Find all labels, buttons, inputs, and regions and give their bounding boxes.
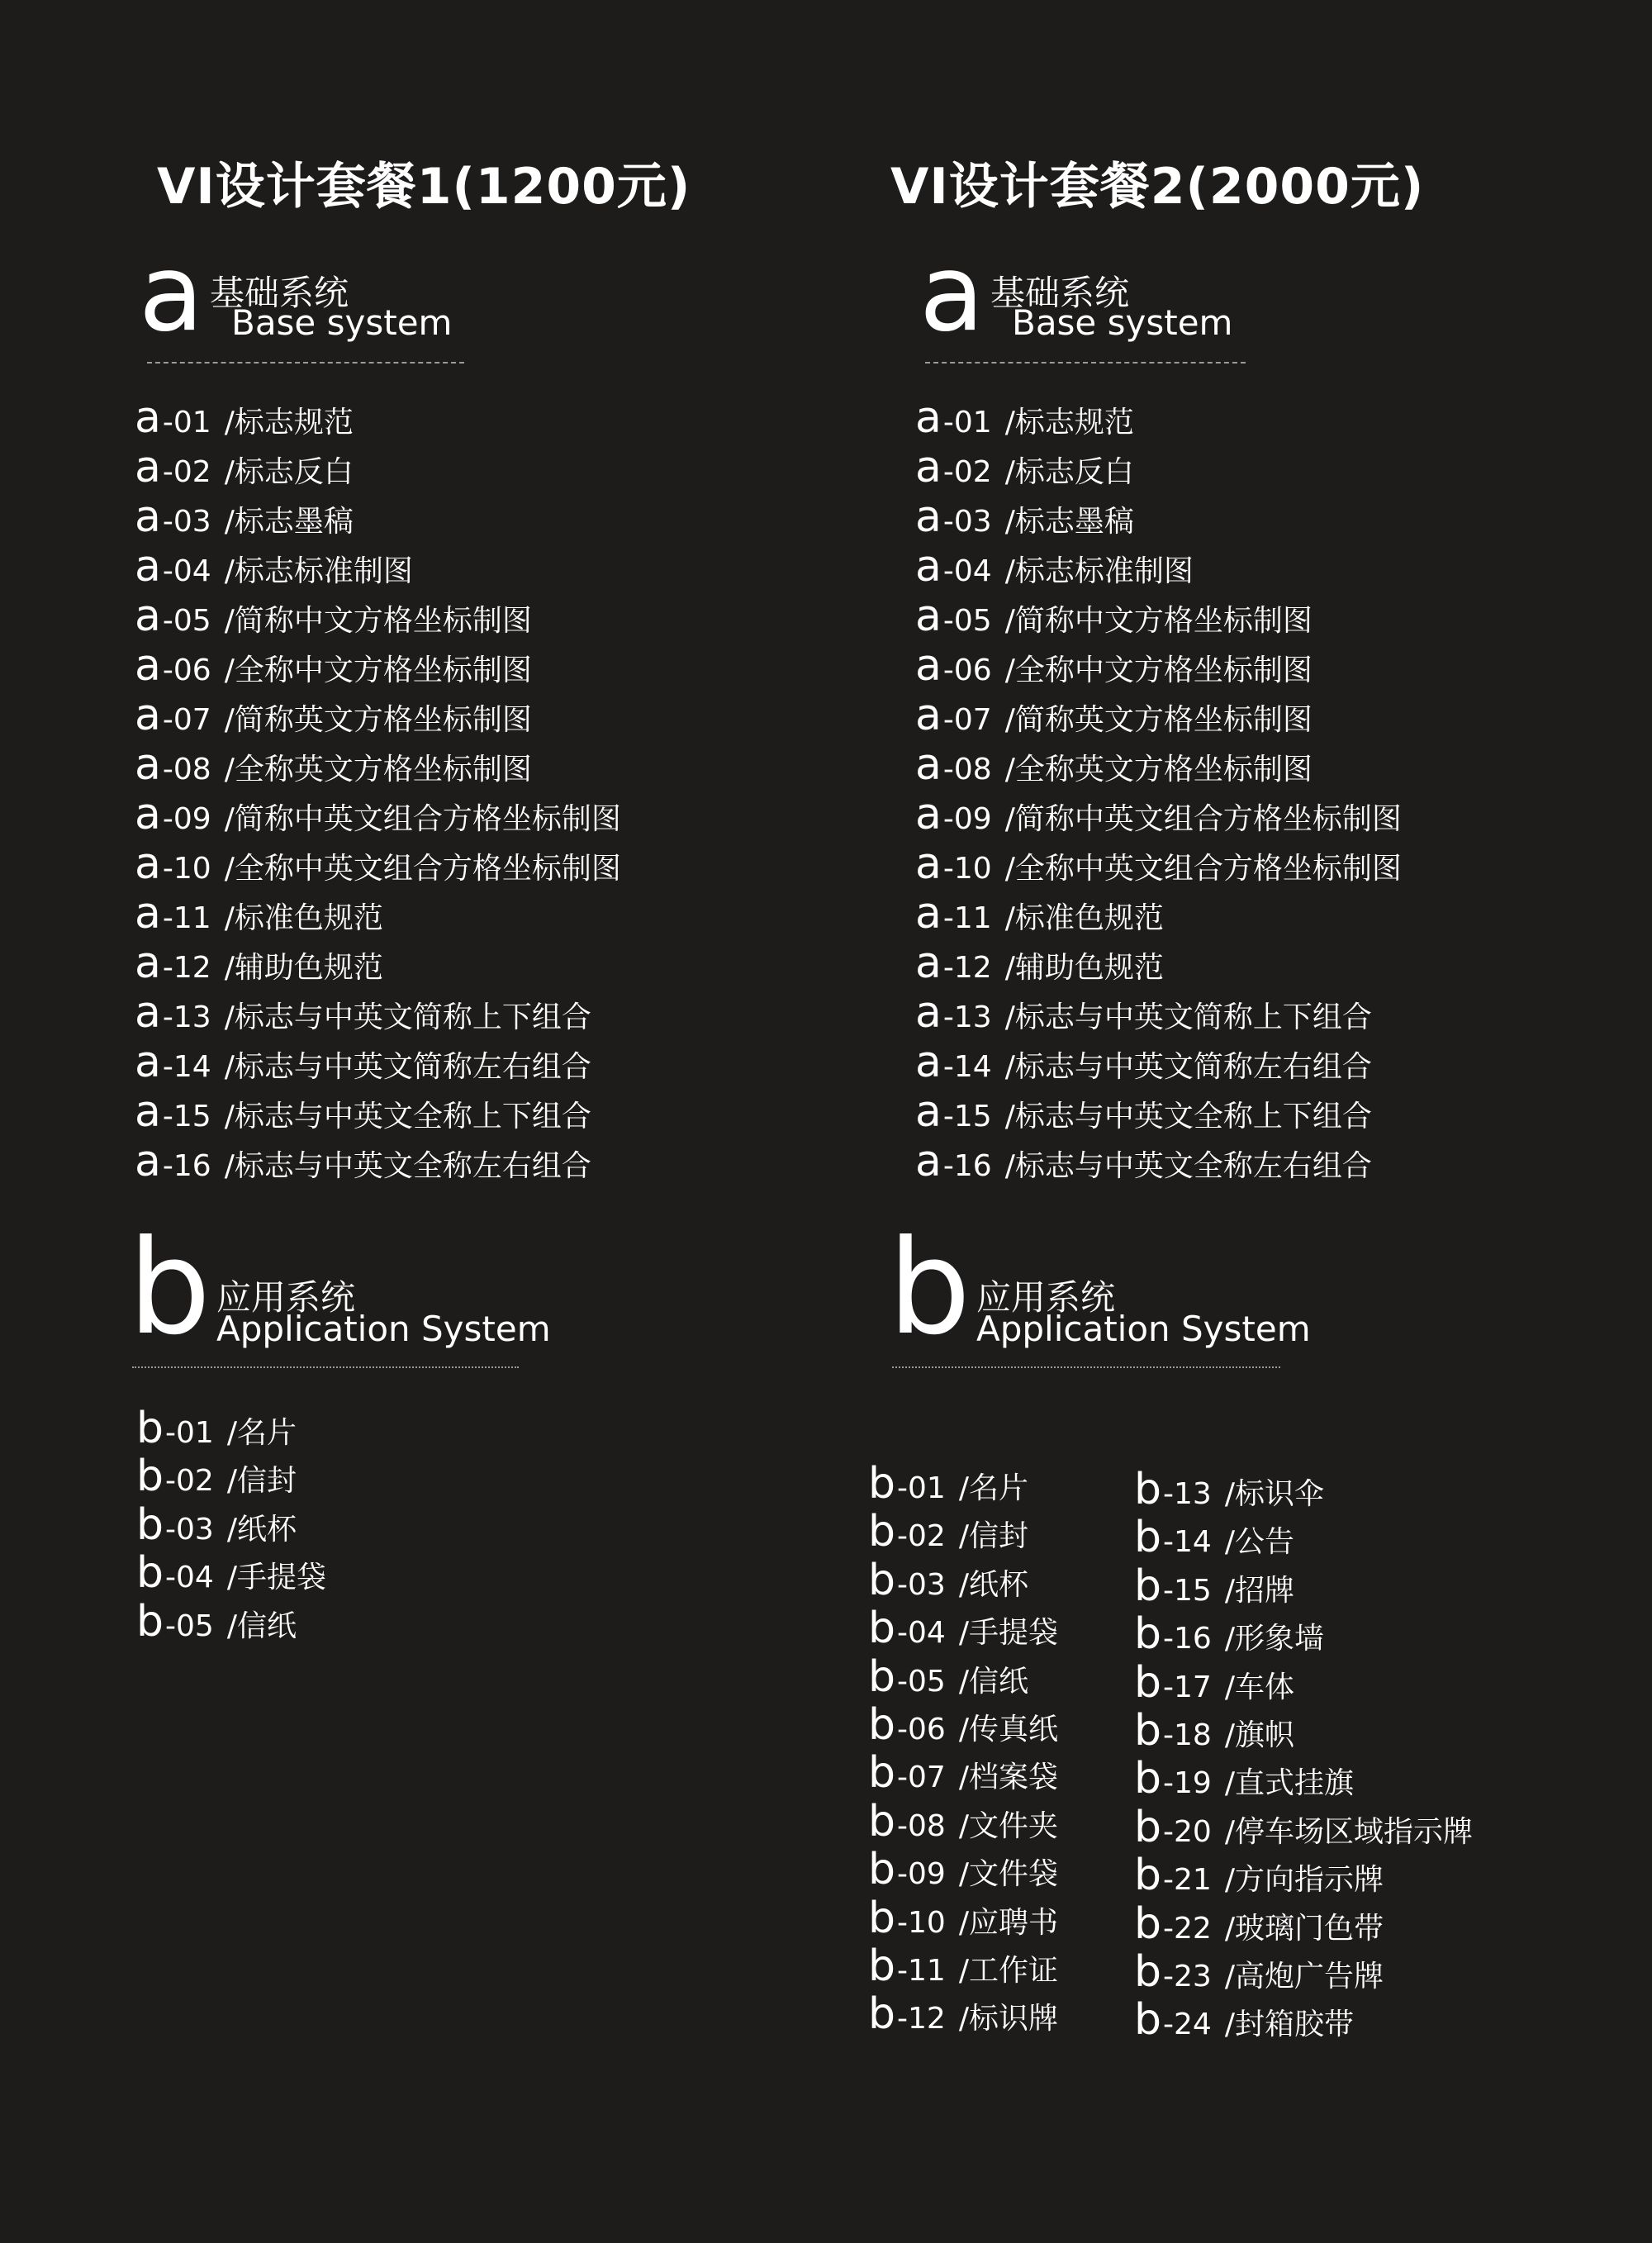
item-code: -08 xyxy=(942,753,992,786)
item-code: -01 xyxy=(897,1471,946,1505)
list-item xyxy=(136,1499,297,1550)
list-item xyxy=(1134,1754,1354,1804)
list-item xyxy=(1134,1995,1354,2046)
item-letter: b xyxy=(1134,1609,1162,1660)
item-code: -11 xyxy=(897,1954,946,1988)
package-2-base-letter: a xyxy=(919,232,985,355)
item-label: /封箱胶带 xyxy=(1224,2008,1354,2042)
item-code: -05 xyxy=(165,1609,214,1643)
item-code: -07 xyxy=(897,1761,946,1795)
item-letter: a xyxy=(915,542,942,592)
item-letter: a xyxy=(135,790,161,839)
item-letter: b xyxy=(868,1748,896,1799)
item-code: -11 xyxy=(162,901,211,935)
list-item xyxy=(1134,1706,1294,1756)
item-label: /全称英文方格坐标制图 xyxy=(1004,753,1313,786)
item-code: -22 xyxy=(1163,1911,1212,1946)
list-item xyxy=(868,1555,1028,1605)
item-letter: b xyxy=(1134,1851,1162,1901)
list-item xyxy=(1134,1513,1294,1563)
list-item xyxy=(136,1404,297,1453)
item-label: /纸杯 xyxy=(226,1512,297,1547)
list-item xyxy=(135,592,532,641)
item-label: /标志规范 xyxy=(1004,406,1134,440)
item-label: /简称英文方格坐标制图 xyxy=(1004,703,1313,737)
item-code: -14 xyxy=(162,1050,211,1084)
item-label: /高炮广告牌 xyxy=(1224,1960,1384,1994)
item-label: /简称英文方格坐标制图 xyxy=(224,703,532,737)
item-label: /名片 xyxy=(226,1416,297,1450)
package-2-app-divider xyxy=(892,1366,1280,1368)
item-letter: b xyxy=(1134,1561,1162,1611)
list-item xyxy=(868,1989,1058,2040)
item-letter: b xyxy=(136,1404,164,1453)
item-code: -02 xyxy=(162,455,211,489)
item-code: -11 xyxy=(942,901,992,935)
list-item xyxy=(1134,1657,1294,1708)
item-label: /直式挂旗 xyxy=(1224,1766,1354,1801)
list-item xyxy=(915,1137,1372,1186)
item-letter: b xyxy=(1134,1947,1162,1997)
item-label: /文件夹 xyxy=(958,1808,1058,1843)
item-label: /标志反白 xyxy=(224,455,354,489)
item-code: -05 xyxy=(942,604,992,638)
item-letter: a xyxy=(135,592,161,641)
item-letter: b xyxy=(868,1459,896,1509)
list-item xyxy=(915,492,1134,542)
item-label: /信封 xyxy=(226,1464,297,1499)
package-2-base-divider xyxy=(925,362,1246,364)
item-code: -09 xyxy=(162,802,211,836)
item-letter: a xyxy=(915,691,942,740)
item-code: -15 xyxy=(162,1100,211,1133)
list-item xyxy=(135,1137,591,1186)
item-label: /简称中文方格坐标制图 xyxy=(224,604,532,638)
item-code: -12 xyxy=(942,951,992,985)
item-label: /简称中文方格坐标制图 xyxy=(1004,604,1313,638)
item-label: /工作证 xyxy=(958,1954,1058,1988)
item-letter: b xyxy=(868,1796,896,1846)
list-item xyxy=(868,1748,1058,1799)
item-letter: b xyxy=(136,1596,164,1647)
package-1-app-letter: b xyxy=(128,1212,211,1364)
item-letter: a xyxy=(915,790,942,839)
list-item xyxy=(915,790,1402,839)
list-item xyxy=(915,443,1134,492)
list-item xyxy=(868,1893,1058,1943)
item-code: -03 xyxy=(162,505,211,539)
item-letter: b xyxy=(868,1604,896,1654)
item-label: /标识牌 xyxy=(958,2002,1058,2036)
item-code: -06 xyxy=(942,653,992,687)
item-letter: a xyxy=(135,641,161,691)
list-item xyxy=(136,1452,297,1502)
item-letter: b xyxy=(868,1651,896,1702)
item-label: /全称英文方格坐标制图 xyxy=(224,753,532,786)
item-label: /手提袋 xyxy=(226,1561,326,1595)
item-code: -01 xyxy=(165,1416,214,1450)
item-code: -20 xyxy=(1163,1814,1212,1849)
item-letter: b xyxy=(1134,1657,1162,1708)
list-item xyxy=(1134,1802,1473,1852)
item-code: -18 xyxy=(1163,1718,1212,1752)
item-code: -10 xyxy=(162,852,211,886)
item-code: -03 xyxy=(942,505,992,539)
list-item xyxy=(135,1087,591,1137)
item-letter: a xyxy=(135,939,161,988)
item-label: /标准色规范 xyxy=(1004,901,1164,935)
item-letter: a xyxy=(135,839,161,889)
item-code: -08 xyxy=(897,1808,946,1843)
item-code: -04 xyxy=(162,554,211,588)
item-letter: a xyxy=(135,492,161,542)
item-letter: a xyxy=(135,740,161,790)
item-code: -10 xyxy=(942,852,992,886)
item-label: /标识伞 xyxy=(1224,1477,1324,1511)
item-code: -14 xyxy=(1163,1525,1212,1560)
list-item xyxy=(915,939,1164,988)
item-code: -04 xyxy=(897,1616,946,1651)
item-label: /纸杯 xyxy=(958,1567,1028,1602)
item-label: /信纸 xyxy=(226,1609,297,1643)
package-2-base-title-zh: 基础系统 xyxy=(990,273,1130,313)
list-item xyxy=(915,889,1164,939)
item-label: /简称中英文组合方格坐标制图 xyxy=(224,802,621,836)
item-letter: a xyxy=(135,889,161,939)
item-label: /标志与中英文全称左右组合 xyxy=(224,1149,591,1183)
item-label: /标志与中英文全称上下组合 xyxy=(224,1100,591,1133)
item-code: -13 xyxy=(1163,1477,1212,1511)
item-code: -02 xyxy=(165,1464,214,1499)
list-item xyxy=(868,1507,1028,1557)
item-code: -12 xyxy=(162,951,211,985)
item-code: -02 xyxy=(942,455,992,489)
package-1-base-divider xyxy=(147,362,464,364)
item-code: -23 xyxy=(1163,1960,1212,1994)
item-label: /应聘书 xyxy=(958,1905,1058,1940)
list-item xyxy=(868,1941,1058,1991)
item-letter: b xyxy=(1134,1465,1162,1514)
item-code: -09 xyxy=(942,802,992,836)
list-item xyxy=(135,1038,591,1087)
item-letter: a xyxy=(135,443,161,492)
list-item xyxy=(135,790,621,839)
item-code: -06 xyxy=(897,1713,946,1746)
item-code: -14 xyxy=(942,1050,992,1084)
item-label: /全称中英文组合方格坐标制图 xyxy=(224,852,621,886)
list-item xyxy=(135,988,591,1038)
item-letter: a xyxy=(915,443,942,492)
package-2-app-title-zh: 应用系统 xyxy=(976,1277,1116,1318)
item-code: -21 xyxy=(1163,1863,1212,1898)
item-letter: a xyxy=(915,839,942,889)
item-label: /全称中文方格坐标制图 xyxy=(1004,653,1313,687)
item-code: -01 xyxy=(162,406,211,440)
package-2-title: VI设计套餐2(2000元) xyxy=(890,158,1425,216)
item-label: /名片 xyxy=(958,1471,1028,1505)
item-code: -02 xyxy=(897,1519,946,1554)
item-label: /标志与中英文简称上下组合 xyxy=(1004,1000,1372,1034)
item-label: /传真纸 xyxy=(958,1713,1058,1746)
item-letter: a xyxy=(915,1087,942,1137)
package-1-base-letter: a xyxy=(139,232,204,355)
item-code: -01 xyxy=(942,406,992,440)
list-item xyxy=(915,691,1313,740)
item-letter: a xyxy=(915,641,942,691)
package-1-app-title-en: Application System xyxy=(216,1309,551,1349)
list-item xyxy=(915,542,1194,592)
item-code: -13 xyxy=(162,1000,211,1034)
item-label: /手提袋 xyxy=(958,1616,1058,1651)
item-label: /玻璃门色带 xyxy=(1224,1911,1384,1946)
list-item xyxy=(135,542,413,592)
package-1-app-divider xyxy=(132,1366,519,1368)
item-code: -24 xyxy=(1163,2008,1212,2042)
list-item xyxy=(135,889,383,939)
package-2-app-title-en: Application System xyxy=(976,1309,1311,1349)
item-code: -07 xyxy=(162,703,211,737)
list-item xyxy=(1134,1947,1384,1997)
package-2-base-title-en: Base system xyxy=(1012,302,1233,343)
item-label: /辅助色规范 xyxy=(1004,951,1164,985)
item-letter: b xyxy=(868,1893,896,1943)
item-label: /标志标准制图 xyxy=(1004,554,1194,588)
item-code: -07 xyxy=(942,703,992,737)
list-item xyxy=(868,1604,1058,1654)
item-code: -04 xyxy=(165,1561,214,1595)
item-letter: b xyxy=(868,1989,896,2040)
package-1-app-title-zh: 应用系统 xyxy=(216,1277,356,1318)
list-item xyxy=(868,1796,1058,1846)
item-letter: b xyxy=(1134,1898,1162,1949)
item-label: /形象墙 xyxy=(1224,1622,1324,1656)
item-letter: b xyxy=(868,1700,896,1750)
item-label: /全称中英文组合方格坐标制图 xyxy=(1004,852,1402,886)
package-2-app-letter: b xyxy=(888,1212,971,1364)
list-item xyxy=(868,1845,1058,1895)
item-letter: a xyxy=(135,1137,161,1186)
item-letter: a xyxy=(915,1137,942,1186)
item-code: -05 xyxy=(897,1664,946,1699)
item-letter: a xyxy=(915,889,942,939)
item-letter: a xyxy=(915,988,942,1038)
item-label: /车体 xyxy=(1224,1670,1294,1704)
item-label: /全称中文方格坐标制图 xyxy=(224,653,532,687)
list-item xyxy=(1134,1561,1294,1611)
item-label: /文件袋 xyxy=(958,1857,1058,1892)
list-item xyxy=(915,839,1402,889)
item-letter: a xyxy=(135,1038,161,1087)
item-label: /档案袋 xyxy=(958,1761,1058,1795)
list-item xyxy=(135,939,383,988)
item-label: /停车场区域指示牌 xyxy=(1224,1814,1473,1849)
package-1-base-title-en: Base system xyxy=(231,302,453,343)
list-item xyxy=(1134,1898,1384,1949)
item-code: -05 xyxy=(162,604,211,638)
item-label: /信纸 xyxy=(958,1664,1028,1699)
item-label: /标志墨稿 xyxy=(224,505,354,539)
item-letter: b xyxy=(1134,1754,1162,1804)
item-letter: b xyxy=(868,1507,896,1557)
list-item xyxy=(915,988,1372,1038)
package-1-title: VI设计套餐1(1200元) xyxy=(157,158,691,216)
list-item xyxy=(135,393,354,443)
item-code: -12 xyxy=(897,2002,946,2036)
item-letter: b xyxy=(136,1548,164,1599)
item-letter: a xyxy=(915,740,942,790)
list-item xyxy=(868,1700,1058,1750)
item-code: -19 xyxy=(1163,1766,1212,1801)
list-item xyxy=(915,393,1134,443)
item-code: -06 xyxy=(162,653,211,687)
item-label: /辅助色规范 xyxy=(224,951,383,985)
list-item xyxy=(915,592,1313,641)
item-code: -15 xyxy=(942,1100,992,1133)
item-letter: a xyxy=(915,939,942,988)
list-item xyxy=(136,1596,297,1647)
item-letter: b xyxy=(136,1452,164,1502)
list-item xyxy=(915,1038,1372,1087)
item-label: /公告 xyxy=(1224,1525,1294,1560)
item-label: /信封 xyxy=(958,1519,1028,1554)
list-item xyxy=(135,839,621,889)
item-label: /标志标准制图 xyxy=(224,554,413,588)
item-label: /标志与中英文全称左右组合 xyxy=(1004,1149,1372,1183)
list-item xyxy=(1134,1465,1324,1514)
list-item xyxy=(135,641,532,691)
item-code: -04 xyxy=(942,554,992,588)
item-code: -16 xyxy=(1163,1622,1212,1656)
item-label: /标志反白 xyxy=(1004,455,1134,489)
item-letter: b xyxy=(868,1941,896,1991)
item-code: -08 xyxy=(162,753,211,786)
item-code: -16 xyxy=(942,1149,992,1183)
package-1-base-title-zh: 基础系统 xyxy=(210,273,349,313)
list-item xyxy=(135,443,354,492)
item-letter: a xyxy=(135,1087,161,1137)
list-item xyxy=(915,641,1313,691)
list-item xyxy=(1134,1609,1324,1660)
item-letter: b xyxy=(136,1499,164,1550)
item-letter: b xyxy=(868,1845,896,1895)
list-item xyxy=(136,1548,326,1599)
item-label: /标志墨稿 xyxy=(1004,505,1134,539)
item-label: /标志与中英文全称上下组合 xyxy=(1004,1100,1372,1133)
item-label: /标志规范 xyxy=(224,406,354,440)
list-item xyxy=(135,740,532,790)
item-letter: b xyxy=(1134,1802,1162,1852)
item-label: /方向指示牌 xyxy=(1224,1863,1384,1898)
item-letter: b xyxy=(868,1555,896,1605)
item-letter: a xyxy=(915,592,942,641)
item-code: -09 xyxy=(897,1857,946,1892)
list-item xyxy=(135,492,354,542)
list-item xyxy=(915,1087,1372,1137)
item-letter: a xyxy=(135,393,161,443)
list-item xyxy=(868,1459,1028,1509)
item-label: /标志与中英文简称上下组合 xyxy=(224,1000,591,1034)
item-letter: a xyxy=(915,492,942,542)
item-letter: b xyxy=(1134,1995,1162,2046)
list-item xyxy=(868,1651,1028,1702)
item-letter: a xyxy=(135,691,161,740)
item-label: /招牌 xyxy=(1224,1573,1294,1608)
item-label: /旗帜 xyxy=(1224,1718,1294,1752)
item-label: /简称中英文组合方格坐标制图 xyxy=(1004,802,1402,836)
item-letter: a xyxy=(135,542,161,592)
item-label: /标准色规范 xyxy=(224,901,383,935)
item-label: /标志与中英文简称左右组合 xyxy=(224,1050,591,1084)
item-code: -17 xyxy=(1163,1670,1212,1704)
item-code: -10 xyxy=(897,1905,946,1940)
item-code: -03 xyxy=(165,1512,214,1547)
item-letter: a xyxy=(915,1038,942,1087)
item-label: /标志与中英文简称左右组合 xyxy=(1004,1050,1372,1084)
item-code: -13 xyxy=(942,1000,992,1034)
item-letter: b xyxy=(1134,1706,1162,1756)
item-letter: b xyxy=(1134,1513,1162,1563)
list-item xyxy=(1134,1851,1384,1901)
item-code: -16 xyxy=(162,1149,211,1183)
item-letter: a xyxy=(135,988,161,1038)
item-code: -15 xyxy=(1163,1573,1212,1608)
list-item xyxy=(135,691,532,740)
item-code: -03 xyxy=(897,1567,946,1602)
list-item xyxy=(915,740,1313,790)
item-letter: a xyxy=(915,393,942,443)
